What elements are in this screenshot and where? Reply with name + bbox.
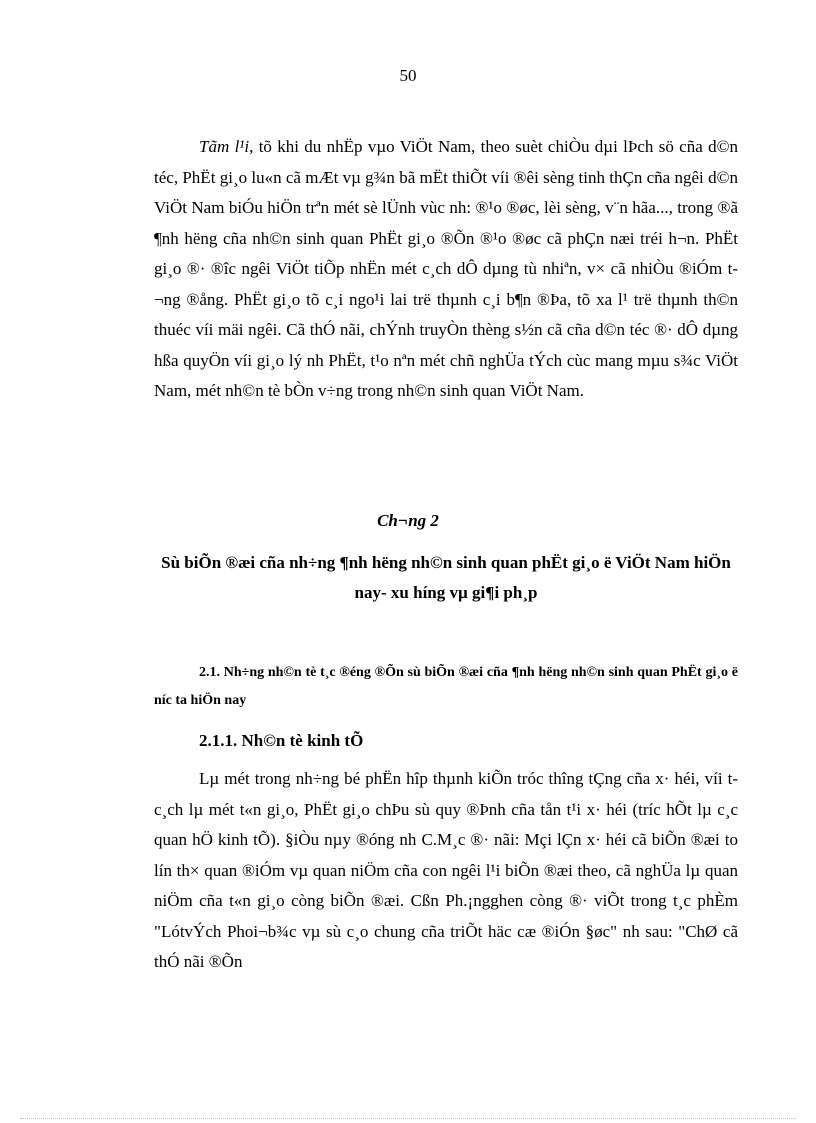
page-number: 50 <box>399 66 417 85</box>
paragraph-text: Lµ mét trong nh÷ng bé phËn hîp thµnh kiÕn tróc thîng tÇng cña x· héi, víi t c¸ch lµ mét t«n gi¸o, PhËt gi¸o chÞu sù quy ®Þnh cña tån t¹i x· héi (tríc hÕt lµ c¸c quan hÖ kinh tÕ). §iÒu nµy ®óng nh C.M¸c ®· nãi: Mçi lÇn x· héi cã biÕn ®æi to lín th× quan ®iÓm vµ quan niÖm cña con ngêi l¹i biÕn ®æi theo, cã nghÜa lµ quan niÖm cña t«n gi¸o còng biÕn ®æi. Cßn Ph.¡ngghen còng ®· viÕt trong t¸c phÈm "LótvÝch Phoi¬b¾c vµ sù c¸o chung cña triÕt häc cæ ®iÓn §øc" nh sau: "ChØ cã thÓ nãi ®Õn <box>154 769 738 971</box>
chapter-label: Ch¬ng 2 <box>377 511 439 530</box>
paragraph-text <box>154 132 738 407</box>
paragraph-body: , tõ khi du nhËp vµo ViÖt Nam, theo suèt chiÒu dµi lÞch sö cña d©n téc, PhËt gi¸o lu«n cã mÆt vµ g¾n bã mËt thiÕt víi ®êi sèng tinh thÇn cña ngêi d©n ViÖt Nam biÓu hiÖn trªn mét sè lÜnh vùc nh: ®¹o ®øc, lèi sèng, v¨n hãa..., trong ®ã ¶nh hëng cña nh©n sinh quan PhËt gi¸o ®Õn ®¹o ®øc cã phÇn næi tréi h¬n. PhËt gi¸o ®· ®îc ngêi ViÖt tiÕp nhËn mét c¸ch dÔ dµng tù nhiªn, v× cã nhiÒu ®iÓm t¬ng ®ång. PhËt gi¸o tõ c¸i ngo¹i lai trë thµnh c¸i b¶n ®Þa, tõ xa l¹ trë thµnh th©n thuéc víi mäi ngêi. Cã thÓ nãi, chÝnh truyÒn thèng s½n cã cña d©n téc ®· dÔ dµng hßa quyÖn víi gi¸o lý nh PhËt, t¹o nªn mét chñ nghÜa tÝch cùc mang mµu s¾c ViÖt Nam, mét nh©n tè bÒn v÷ng trong nh©n sinh quan ViÖt Nam. <box>154 137 738 400</box>
subsection-heading: 2.1. Nh÷ng nh©n tè t¸c ®éng ®Õn sù biÕn ®æi cña ¶nh hëng nh©n sinh quan PhËt gi¸o ë níc ta hiÖn nay <box>154 665 738 708</box>
paragraph-lead: Tãm l¹i <box>199 137 250 156</box>
section-heading: 2.1.1. Nh©n tè kinh tÕ <box>199 731 364 750</box>
intro-paragraph <box>154 132 738 407</box>
chapter-title: Sù biÕn ®æi cña nh÷ng ¶nh hëng nh©n sinh quan phËt gi¸o ë ViÖt Nam hiÖn nay- xu híng vµ gi¶i ph¸p <box>161 553 731 602</box>
body-paragraph <box>154 764 738 978</box>
page-bottom-rule <box>20 1118 796 1119</box>
